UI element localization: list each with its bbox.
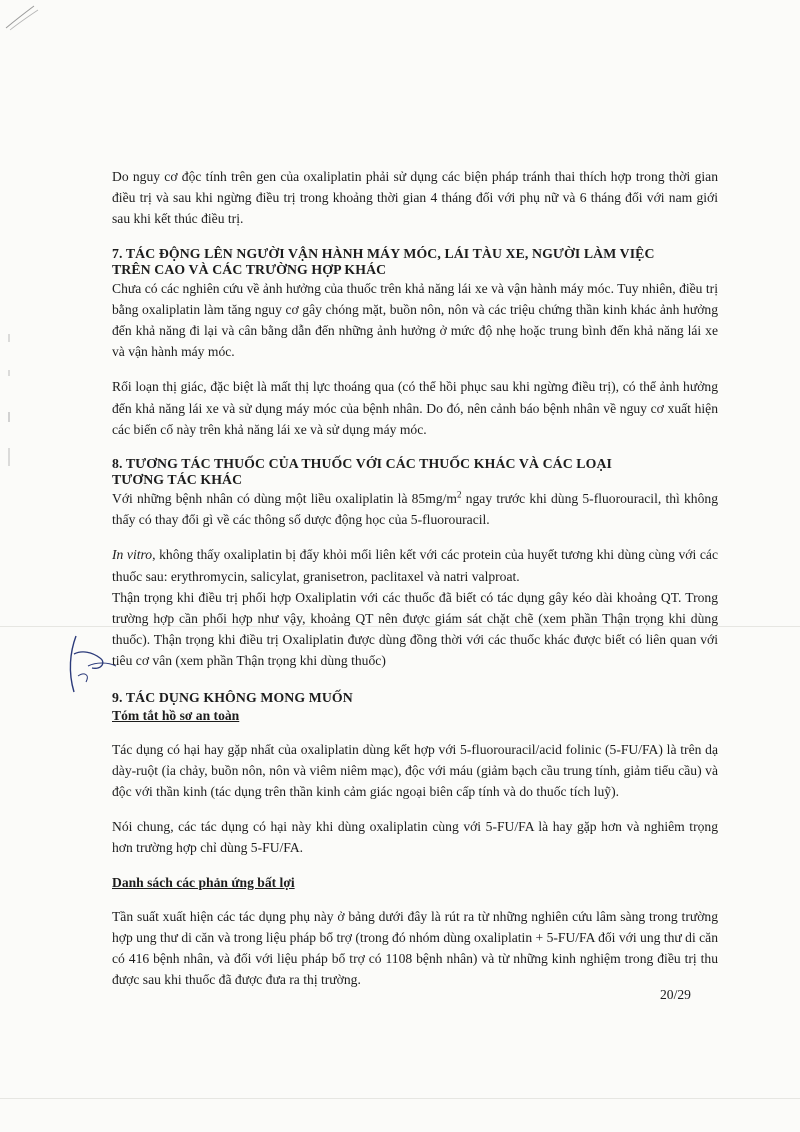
section-9-heading: 9. TÁC DỤNG KHÔNG MONG MUỐN	[112, 689, 353, 705]
section-8-heading-line1: 8. TƯƠNG TÁC THUỐC CỦA THUỐC VỚI CÁC THUỐC KHÁC VÀ CÁC LOẠI	[112, 456, 612, 472]
section-8-paragraph-3: Thận trọng khi điều trị phối hợp Oxaliplatin với các thuốc đã biết có tác dụng gây kéo dài khoảng QT. Trong trường hợp cần phối hợp như vậy, khoảng QT nên được giám sát chặt chẽ (xem phần Thận trọng khi dùng thuốc). Thận trọng khi điều trị Oxaliplatin được dùng đồng thời với các thuốc khác được biết có liên quan với tiêu cơ vân (xem phần Thận trọng khi dùng thuốc)	[112, 589, 718, 669]
dose-text-continued: ngay trước khi dùng 5-fluorouracil, thì không thấy có thay đổi gì về các thông số dược động học của 5-fluorouracil.	[112, 491, 718, 528]
section-7-heading-line2: TRÊN CAO VÀ CÁC TRƯỜNG HỢP KHÁC	[112, 261, 387, 277]
dose-unit-superscript: 2	[457, 489, 462, 500]
section-7-paragraph-1: Chưa có các nghiên cứu về ảnh hưởng của thuốc trên khả năng lái xe và vận hành máy móc. Tuy nhiên, điều trị bằng oxaliplatin làm tăng nguy cơ gây chóng mặt, buồn nôn, nôn và các triệu chứng thần kinh khác ảnh hưởng đến khả năng đi lại và cân bằng dẫn đến những ảnh hưởng ở mức độ nhẹ hoặc trung bình đến khả năng lái xe và vận hành máy móc.	[112, 280, 718, 360]
dose-text: Với những bệnh nhân có dùng một liều oxaliplatin là 85mg/m	[112, 491, 457, 507]
document-body	[112, 166, 718, 990]
section-9-subheading-adverse-list: Danh sách các phản ứng bất lợi	[112, 874, 295, 890]
intro-paragraph: Do nguy cơ độc tính trên gen của oxaliplatin phải sử dụng các biện pháp tránh thai thích hợp trong thời gian điều trị và sau khi ngừng điều trị trong khoảng thời gian 4 tháng đối với phụ nữ và 6 tháng đối với nam giới sau khi kết thúc điều trị.	[112, 169, 718, 227]
handwritten-signature	[62, 632, 118, 696]
section-7-paragraph-2: Rối loạn thị giác, đặc biệt là mất thị lực thoáng qua (có thể hồi phục sau khi ngừng điều trị), có thể ảnh hưởng đến khả năng lái xe và sử dụng máy móc của bệnh nhân. Do đó, nên cảnh báo bệnh nhân về nguy cơ xuất hiện các biến cố này trên khả năng lái xe và sử dụng máy móc.	[112, 379, 718, 437]
corner-pen-mark	[4, 2, 44, 32]
section-7-heading	[112, 246, 718, 278]
margin-scan-marks	[4, 330, 14, 470]
page-number: 20/29	[660, 987, 691, 1002]
section-8-paragraph-2-text: , không thấy oxaliplatin bị đẩy khỏi mối liên kết với các protein của huyết tương khi dùng cùng với các thuốc sau: erythromycin, salicylat, granisetron, paclitaxel và natri valproat.	[112, 547, 718, 584]
in-vitro-term: In vitro	[112, 547, 153, 563]
section-9-paragraph-1: Tác dụng có hại hay gặp nhất của oxaliplatin dùng kết hợp với 5-fluorouracil/acid folinic (5-FU/FA) là trên dạ dày-ruột (ỉa chảy, buồn nôn, nôn và viêm niêm mạc), độc với máu (giảm bạch cầu trung tính, giảm tiểu cầu) và độc với thần kinh (tác dụng trên thần kinh cảm giác ngoại biên cấp tính và do thuốc tích luỹ).	[112, 741, 718, 800]
section-9-paragraph-2: Nói chung, các tác dụng có hại này khi dùng oxaliplatin cùng với 5-FU/FA là hay gặp hơn và nghiêm trọng hơn trường hợp chỉ dùng 5-FU/FA.	[112, 819, 718, 856]
section-8-paragraph-1	[112, 488, 718, 530]
section-8-heading	[112, 456, 718, 488]
scan-artifact-line	[0, 1098, 800, 1099]
section-9-paragraph-3: Tần suất xuất hiện các tác dụng phụ này ở bảng dưới đây là rút ra từ những nghiên cứu lâm sàng trong trường hợp ung thư di căn và trong liệu pháp bổ trợ (trong đó nhóm dùng oxaliplatin + 5-FU/FA đối với ung thư di căn có 416 bệnh nhân, và đối với liệu pháp bổ trợ có 1108 bệnh nhân) và từ những kinh nghiệm trong điều trị thu được sau khi thuốc đã được đưa ra thị trường.	[112, 908, 718, 988]
section-8-paragraph-2	[112, 544, 718, 586]
section-7-heading-line1: 7. TÁC ĐỘNG LÊN NGƯỜI VẬN HÀNH MÁY MÓC, LÁI TÀU XE, NGƯỜI LÀM VIỆC	[112, 245, 655, 261]
section-9-subheading-safety: Tóm tắt hồ sơ an toàn	[112, 707, 240, 723]
section-8-heading-line2: TƯƠNG TÁC KHÁC	[112, 472, 243, 488]
